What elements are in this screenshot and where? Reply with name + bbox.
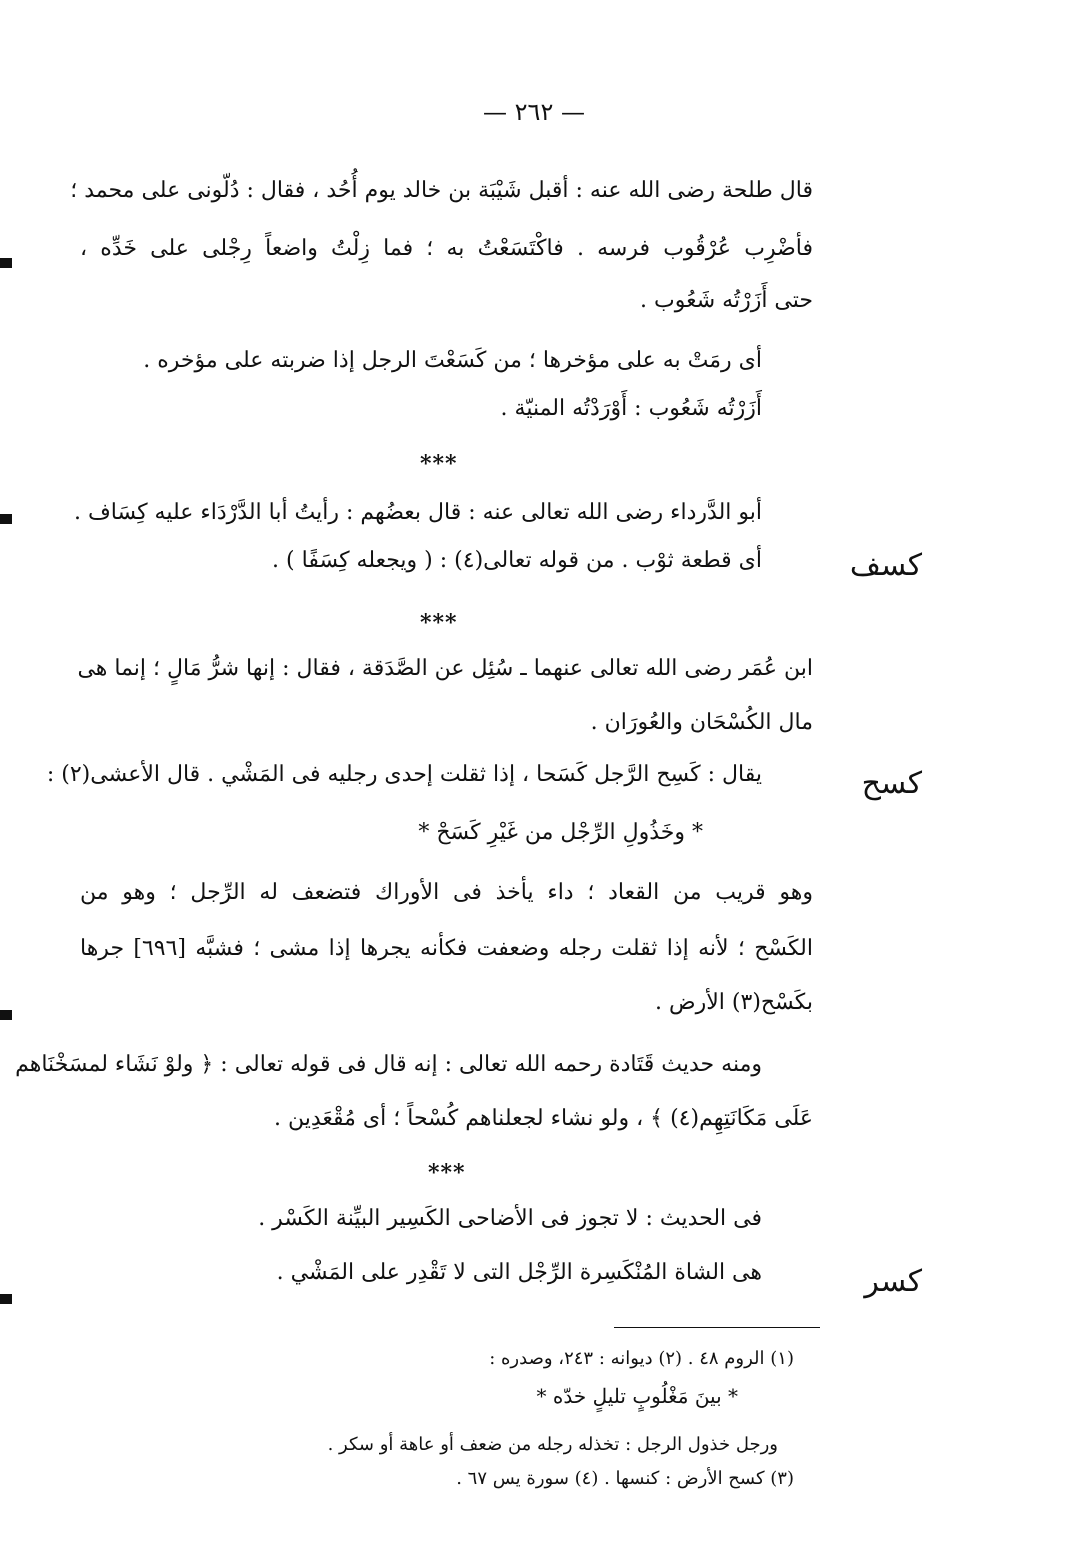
section-separator: *** — [428, 1160, 466, 1186]
text-line: فأضْرِب عُرْقُوب فرسه . فاكْتَسَعْتُ به ؛ فما زِلْتُ واضعاً رِجْلى على خَدِّه ، — [80, 236, 813, 261]
text-line: وهو قريب من القعاد ؛ داء يأخذ فى الأوراك فتضعف له الرِّجل ؛ وهو من — [80, 880, 813, 905]
text-line: قال طلحة رضى الله عنه : أقبل شَيْبَة بن خالد يوم أُحُد ، فقال : دُلّونى على محمد ؛ — [70, 178, 813, 203]
margin-keyword: كسف — [849, 548, 922, 583]
footnote-line: (٣) كسح الأرض : كنسها . (٤) سورة يس ٦٧ . — [456, 1468, 794, 1489]
verse-line: * وخَذُولِ الرِّجْل من غَيْرِ كَسَحْ * — [418, 820, 703, 845]
text-line: ومنه حديث قَتَادة رحمه الله تعالى : إنه قال فى قوله تعالى : ﴿ ولوْ نَشَاء لمسَخْنَاهم — [15, 1052, 762, 1077]
text-line: يقال : كَسِح الرَّجل كَسَحا ، إذا ثقلت إحدى رجليه فى المَشْي . قال الأعشى(٢) : — [46, 762, 762, 787]
margin-keyword: كسر — [864, 1264, 922, 1299]
footnote-line: ورجل خذول الرجل : تخذله رجله من ضعف أو عاهة أو سكر . — [327, 1434, 778, 1455]
text-line: عَلَى مَكَانَتِهِم(٤) ﴾ ، ولو نشاء لجعلناهم كُسْحاً ؛ أى مُقْعَدِين . — [274, 1106, 813, 1131]
scan-edge-mark — [0, 1294, 12, 1304]
scan-edge-mark — [0, 1010, 12, 1020]
footnote-line: (١) الروم ٤٨ . (٢) ديوانه : ٢٤٣، وصدره : — [489, 1348, 794, 1369]
scan-edge-mark — [0, 514, 12, 524]
page-number: — ٢٦٢ — — [483, 98, 585, 126]
text-line: أى قطعة ثوْب . من قوله تعالى(٤) : ( ويجعله كِسَفًا ) . — [272, 548, 762, 573]
scan-edge-mark — [0, 258, 12, 268]
text-line: أَزَرْتُه شَعُوب : أَوْرَدْتُه المنيّة . — [500, 396, 762, 421]
text-line: الكَسْح ؛ لأنه إذا ثقلت رجله وضعفت فكأنه يجرها إذا مشى ؛ فشبَّه [٦٩٦] جرها — [80, 936, 813, 961]
text-line: فى الحديث : لا تجوز فى الأضاحى الكَسِير البيِّنة الكَسْر . — [258, 1206, 762, 1231]
text-line: ابن عُمَر رضى الله تعالى عنهما ـ سُئِل عن الصَّدَقة ، فقال : إنها شرُّ مَالٍ ؛ إنما هى — [77, 656, 813, 681]
text-line: بكَسْح(٣) الأرض . — [655, 990, 813, 1015]
text-line: مال الكُسْحَان والعُورَان . — [590, 710, 813, 735]
text-line: هى الشاة المُنْكَسِرة الرِّجْل التى لا تَقْدِر على المَشْي . — [276, 1260, 762, 1285]
section-separator: *** — [420, 451, 458, 477]
text-line: أبو الدَّرداء رضى الله تعالى عنه : قال بعضُهم : رأيتُ أبا الدَّرْدَاء عليه كِسَاف . — [73, 500, 762, 525]
footnote-divider — [614, 1327, 820, 1328]
section-separator: *** — [420, 610, 458, 636]
text-line: حتى أَزَرْتُه شَعُوب . — [640, 288, 813, 313]
footnote-verse: * بينَ مَغْلُوبٍ تليلٍ خدّه * — [536, 1384, 738, 1408]
text-line: أى رمَتْ به على مؤخرها ؛ من كَسَعْتَ الرجل إذا ضربته على مؤخره . — [143, 348, 762, 373]
margin-keyword: كسح — [861, 766, 922, 801]
